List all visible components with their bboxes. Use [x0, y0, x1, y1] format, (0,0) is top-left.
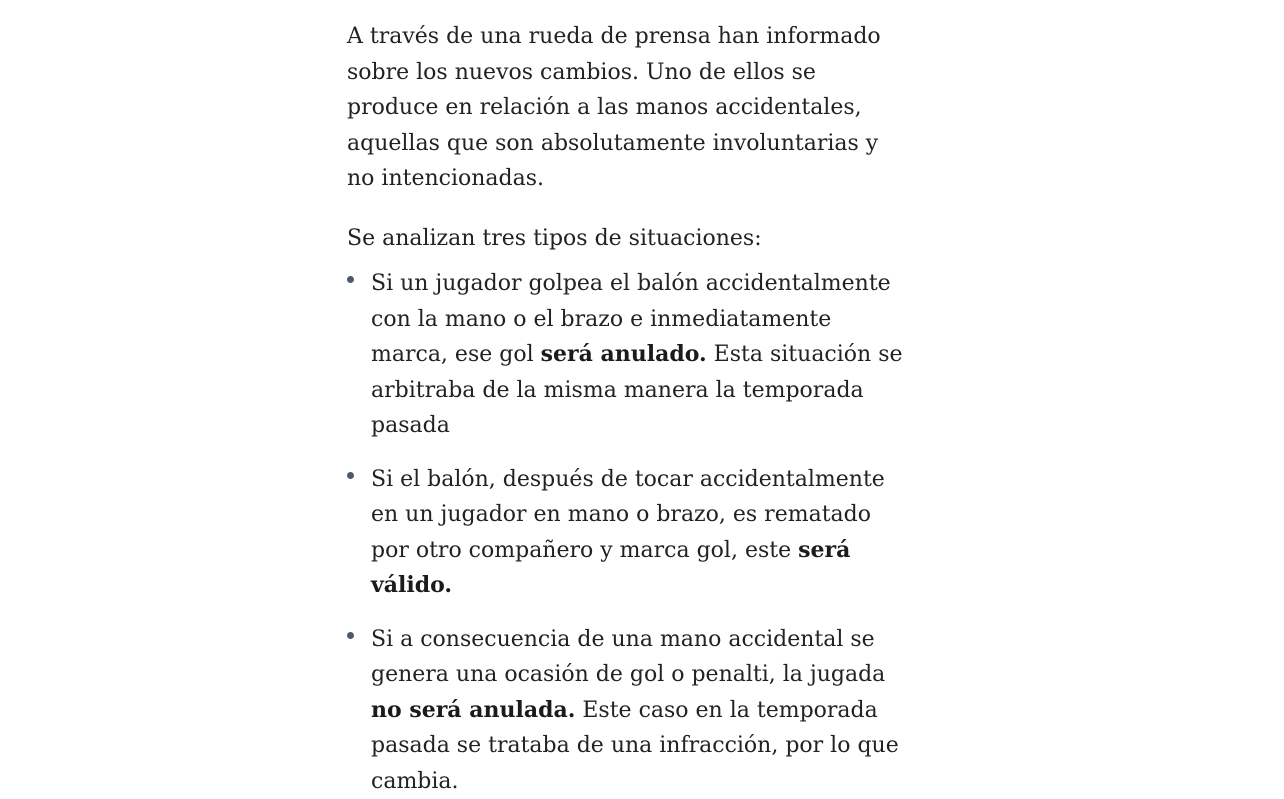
list-item-text-end: Este caso en la temporada pasada se trataba de una infracción, por lo que cambia.	[371, 698, 899, 794]
list-item	[347, 266, 917, 444]
list-item-text-start: Si un jugador golpea el balón accidentalmente con la mano o el brazo e inmediatamente marca, ese gol	[371, 271, 891, 367]
list-item-text	[371, 462, 911, 604]
intro-paragraph: A través de una rueda de prensa han informado sobre los nuevos cambios. Uno de ellos se produce en relación a las manos accidentales, aquellas que son absolutamente involuntarias y no intencionadas.	[347, 19, 907, 197]
bullet-icon	[347, 632, 354, 639]
list-item-text	[371, 266, 911, 444]
bullet-icon	[347, 276, 354, 283]
list-item-emphasis: será válido.	[371, 537, 850, 599]
list-item-text-start: Si a consecuencia de una mano accidental se genera una ocasión de gol o penalti, la jugada	[371, 627, 885, 688]
list-item-text-end: Esta situación se arbitraba de la misma manera la temporada pasada	[371, 342, 903, 438]
list-item-text-start: Si el balón, después de tocar accidentalmente en un jugador en mano o brazo, es rematado por otro compañero y marca gol, este	[371, 467, 885, 563]
list-item	[347, 622, 917, 799]
situations-list	[347, 266, 917, 799]
list-item-emphasis: no será anulada.	[371, 697, 575, 723]
list-item	[347, 462, 917, 604]
bullet-icon	[347, 472, 354, 479]
list-item-emphasis: será anulado.	[541, 341, 707, 367]
lead-in-paragraph: Se analizan tres tipos de situaciones:	[347, 221, 917, 257]
article-body	[347, 19, 917, 799]
list-item-text	[371, 622, 911, 799]
